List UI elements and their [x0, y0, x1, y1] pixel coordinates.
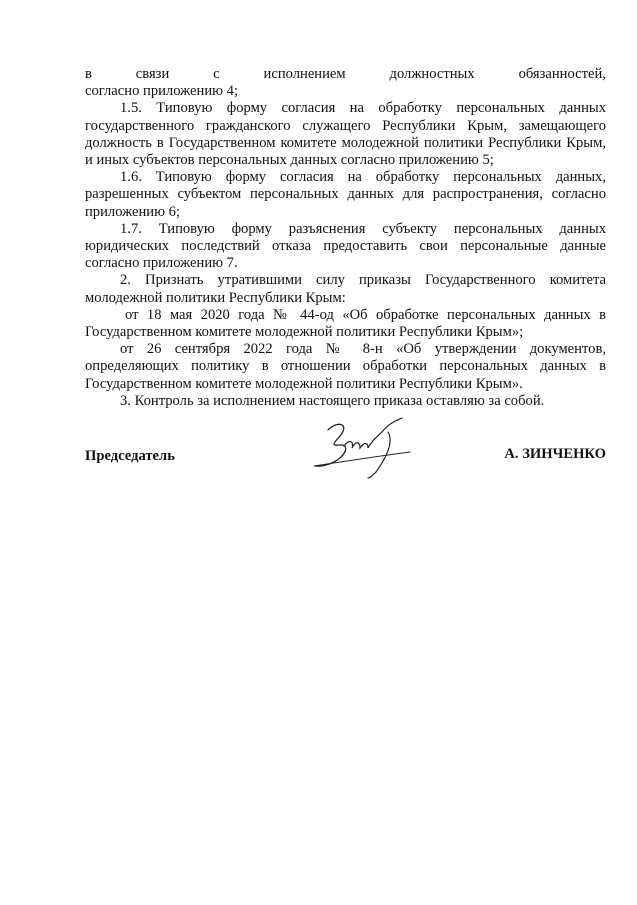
paragraph-item-1-5: 1.5. Типовую форму согласия на обработку персональных данных государственного гражданского служащего Республики Крым, замещающего должность в Государственном комитете молодежной политики Республики Крым, и иных субъектов персональных данных согласно приложению 5; [85, 100, 606, 169]
word: в [85, 66, 92, 82]
signatory-name: А. ЗИНЧЕНКО [504, 446, 606, 462]
paragraph-item-1-7: 1.7. Типовую форму разъяснения субъекту персональных данных юридических последствий отказа предоставить свои персональные данные согласно приложению 7. [85, 220, 606, 272]
paragraph-first-line [85, 66, 606, 83]
paragraph-order-2020: от 18 мая 2020 года № 44-од «Об обработке персональных данных в Государственном комитете молодежной политики Республики Крым»; [85, 306, 606, 341]
paragraph-continuation: согласно приложению 4; [85, 83, 239, 100]
paragraph-order-2022: от 26 сентября 2022 года № 8-н «Об утверждении документов, определяющих политику в отношении обработки персональных данных в Государственном комитете молодежной политики Республики Крым». [85, 341, 606, 392]
paragraph-item-2: 2. Признать утратившими силу приказы Государственного комитета молодежной политики Республики Крым: [85, 272, 606, 306]
paragraph-item-3: 3. Контроль за исполнением настоящего приказа оставляю за собой. [120, 392, 545, 409]
word: связи [135, 66, 170, 82]
word: с [213, 66, 220, 82]
signatory-title: Председатель [85, 448, 175, 464]
word: исполнением [263, 66, 346, 82]
signature-block [85, 440, 606, 480]
document-body [85, 66, 606, 410]
word: должностных [389, 66, 475, 82]
word: обязанностей, [518, 66, 606, 82]
paragraph-item-1-6: 1.6. Типовую форму согласия на обработку персональных данных, разрешенных субъектом персональных данных для распространения, согласно приложению 6; [85, 169, 606, 220]
